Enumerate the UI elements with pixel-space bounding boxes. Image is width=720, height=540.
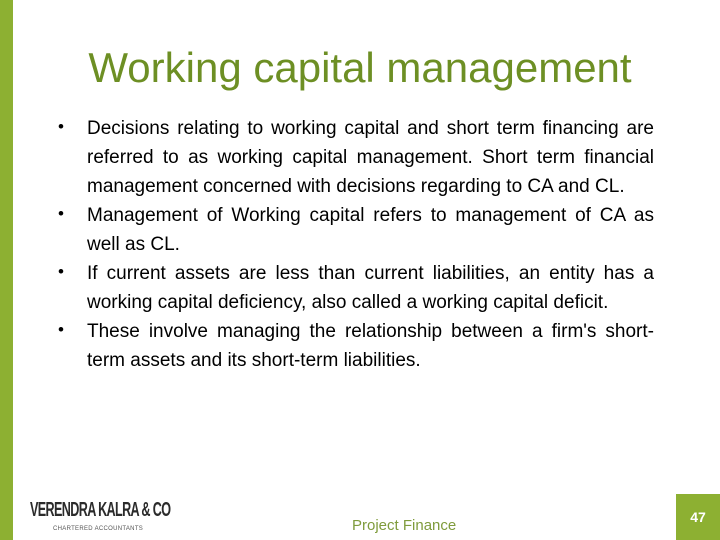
bullet-text: These involve managing the relationship between a firm's short-term assets and its short-term liabilities. [87, 321, 654, 371]
bullet-marker: • [58, 320, 64, 339]
bullet-marker: • [58, 204, 64, 223]
slide-title: Working capital management [88, 44, 632, 91]
bullet-item [58, 114, 654, 201]
bullet-list [58, 114, 654, 375]
bullet-text: Decisions relating to working capital and short term financing are referred to as working capital management. Short term financial management concerned with decisions regarding to CA and CL. [87, 118, 654, 197]
bullet-item [58, 201, 654, 259]
accent-bar [0, 0, 13, 540]
bullet-marker: • [58, 262, 64, 281]
bullet-text: If current assets are less than current liabilities, an entity has a working capital deficiency, also called a working capital deficit. [87, 263, 654, 313]
footer-text: Project Finance [352, 517, 457, 534]
company-logo [30, 497, 171, 537]
logo-wordmark: VERENDRA KALRA & CO [30, 499, 171, 521]
bullet-item [58, 259, 654, 317]
bullet-item [58, 317, 654, 375]
bullet-marker: • [58, 117, 64, 136]
logo-subtitle: CHARTERED ACCOUNTANTS [53, 526, 144, 532]
bullet-text: Management of Working capital refers to management of CA as well as CL. [87, 205, 654, 255]
page-number-badge: 47 [676, 494, 720, 540]
